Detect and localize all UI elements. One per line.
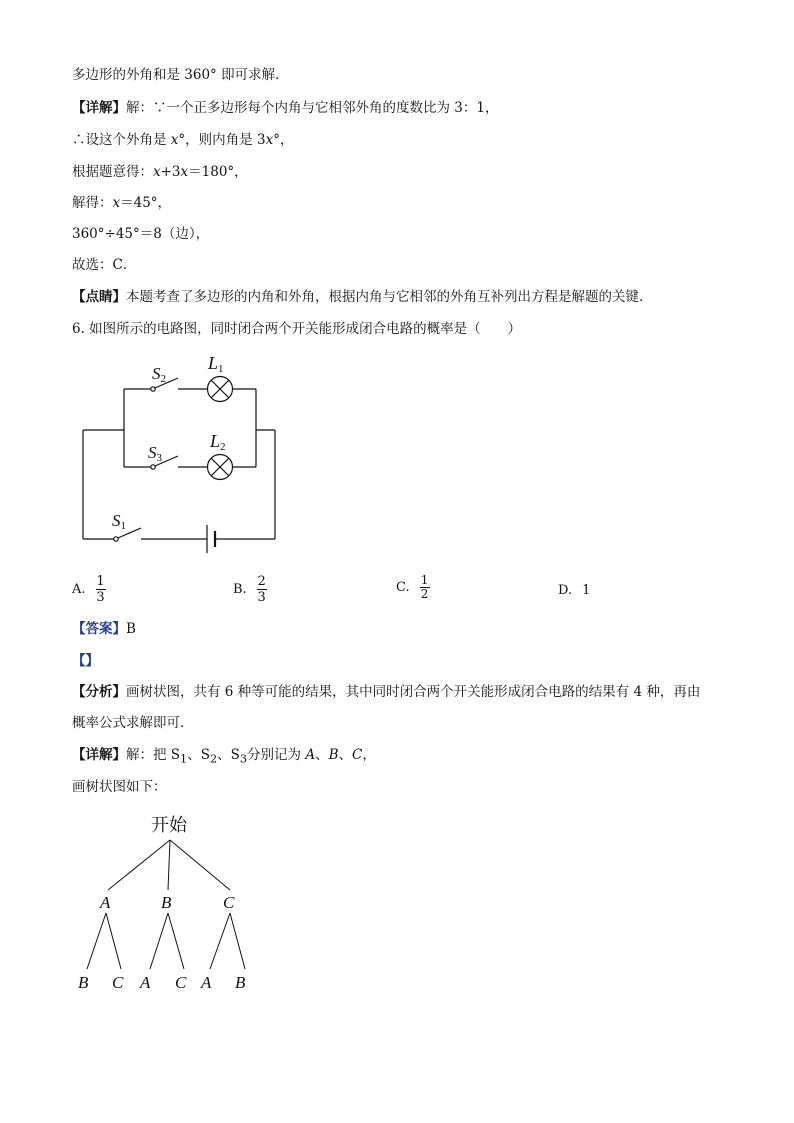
switch-s3-contact [151, 465, 155, 469]
label-s1: S1 [112, 511, 126, 532]
tree-node-l1: A [100, 893, 111, 912]
var-c: C [352, 747, 363, 763]
option-d[interactable] [558, 583, 590, 598]
step-let-line [72, 131, 293, 149]
tree-branch [87, 913, 106, 969]
step-solve-prefix: 解得： [72, 195, 113, 211]
tree-branch [210, 913, 230, 969]
var-x: x [112, 195, 121, 211]
answer-value: B [126, 621, 136, 637]
comment-tag: 【点睛】 [72, 289, 126, 305]
switch-s2-contact [151, 387, 155, 391]
detail2-prefix: 解：把 S [126, 747, 181, 763]
step-let-suffix: °， [273, 132, 294, 148]
denominator: 3 [257, 590, 266, 605]
analysis-text-1: 画树状图，共有 6 种等可能的结果，其中同时闭合两个开关能形成闭合电路的结果有 4 种，再由 [126, 684, 701, 700]
option-b-fraction [257, 574, 267, 605]
numerator: 2 [257, 574, 266, 589]
step-eq-mid: +3 [160, 164, 181, 180]
tree-intro: 画树状图如下： [72, 779, 167, 795]
step-div-line: 360°÷45°＝8（边）， [72, 226, 210, 242]
tree-branch [170, 840, 230, 890]
sub-1: 1 [180, 752, 188, 766]
detail-tag: 【详解】 [72, 100, 126, 116]
var-x: x [265, 132, 274, 148]
label-s3: S3 [148, 443, 162, 464]
step-eq-prefix: 根据题意得： [72, 164, 153, 180]
sep: 、 [315, 747, 329, 763]
analysis-line-1 [72, 683, 700, 701]
circuit-diagram [70, 345, 300, 560]
var-x: x [170, 132, 179, 148]
empty-tag: 【】 [72, 653, 99, 669]
option-b-letter: B. [233, 582, 247, 597]
tree-branch [168, 913, 184, 969]
denominator: 2 [420, 587, 429, 601]
var-x: x [153, 164, 161, 180]
tree-branch [168, 840, 170, 890]
detail-line-1 [72, 99, 498, 117]
comment-text: 本题考查了多边形的内角和外角，根据内角与它相邻的外角互补列出方程是解题的关键． [126, 289, 653, 305]
tree-node-l1: B [161, 893, 172, 912]
option-a-fraction [96, 574, 106, 605]
answer-tag: 【答案】 [72, 621, 126, 637]
step-eq-line [72, 163, 248, 181]
sep: 、S [217, 747, 240, 763]
sep: 、S [187, 747, 210, 763]
step-solve-line [72, 194, 171, 212]
intro-line: 多边形的外角和是 360° 即可求解． [72, 67, 289, 83]
tree-node-l1: C [223, 893, 235, 912]
var-a: A [305, 747, 316, 763]
sub-3: 3 [239, 752, 248, 766]
sub-2: 2 [209, 752, 218, 766]
option-d-letter: D. [558, 583, 573, 598]
question-6: 6. 如图所示的电路图，同时闭合两个开关能形成闭合电路的概率是（ ） [72, 321, 522, 337]
detail-text: 解：∵一个正多边形每个内角与它相邻外角的度数比为 3：1， [126, 100, 499, 116]
step-choose-line: 故选：C． [72, 257, 137, 273]
option-c-letter: C. [396, 580, 410, 595]
denominator: 3 [96, 590, 105, 605]
tree-node-l2: B [78, 973, 89, 992]
tree-node-l2: B [235, 973, 246, 992]
step-solve-suffix: ＝45°， [120, 195, 172, 211]
tree-branch [108, 840, 170, 890]
tree-branch [230, 913, 245, 969]
option-d-value: 1 [582, 583, 591, 598]
label-l2: L2 [210, 431, 226, 453]
tree-diagram [60, 808, 290, 998]
option-a-letter: A. [72, 582, 86, 597]
tree-branch [150, 913, 168, 969]
numerator: 1 [96, 574, 105, 589]
step-let-mid: °，则内角是 3 [178, 132, 266, 148]
analysis-tag: 【分析】 [72, 684, 126, 700]
step-let-prefix: ∴设这个外角是 [72, 132, 171, 148]
tree-branch [106, 913, 121, 969]
numerator: 1 [420, 573, 429, 587]
detail-tag: 【详解】 [72, 747, 126, 763]
tree-node-l2: C [112, 973, 124, 992]
answer-line [72, 620, 136, 638]
label-s2: S2 [152, 364, 166, 385]
detail2-mid: 分别记为 [247, 747, 306, 763]
detail-line-2 [72, 746, 376, 769]
option-a[interactable] [72, 574, 106, 605]
tree-node-l2: C [175, 973, 187, 992]
tree-root: 开始 [151, 815, 187, 835]
tree-node-l2: A [201, 973, 212, 992]
sep: 、 [338, 747, 353, 763]
var-x: x [180, 164, 189, 180]
option-c[interactable] [396, 574, 430, 601]
switch-s1-contact [114, 537, 118, 541]
tree-node-l2: A [140, 973, 151, 992]
option-c-fraction [420, 574, 430, 601]
analysis-line-2: 概率公式求解即可． [72, 715, 194, 731]
comment-line [72, 288, 653, 306]
sep: ， [362, 747, 376, 763]
option-b[interactable] [233, 574, 267, 605]
label-l1: L1 [208, 353, 224, 375]
step-eq-suffix: ＝180°， [188, 164, 248, 180]
var-b: B [328, 747, 339, 763]
